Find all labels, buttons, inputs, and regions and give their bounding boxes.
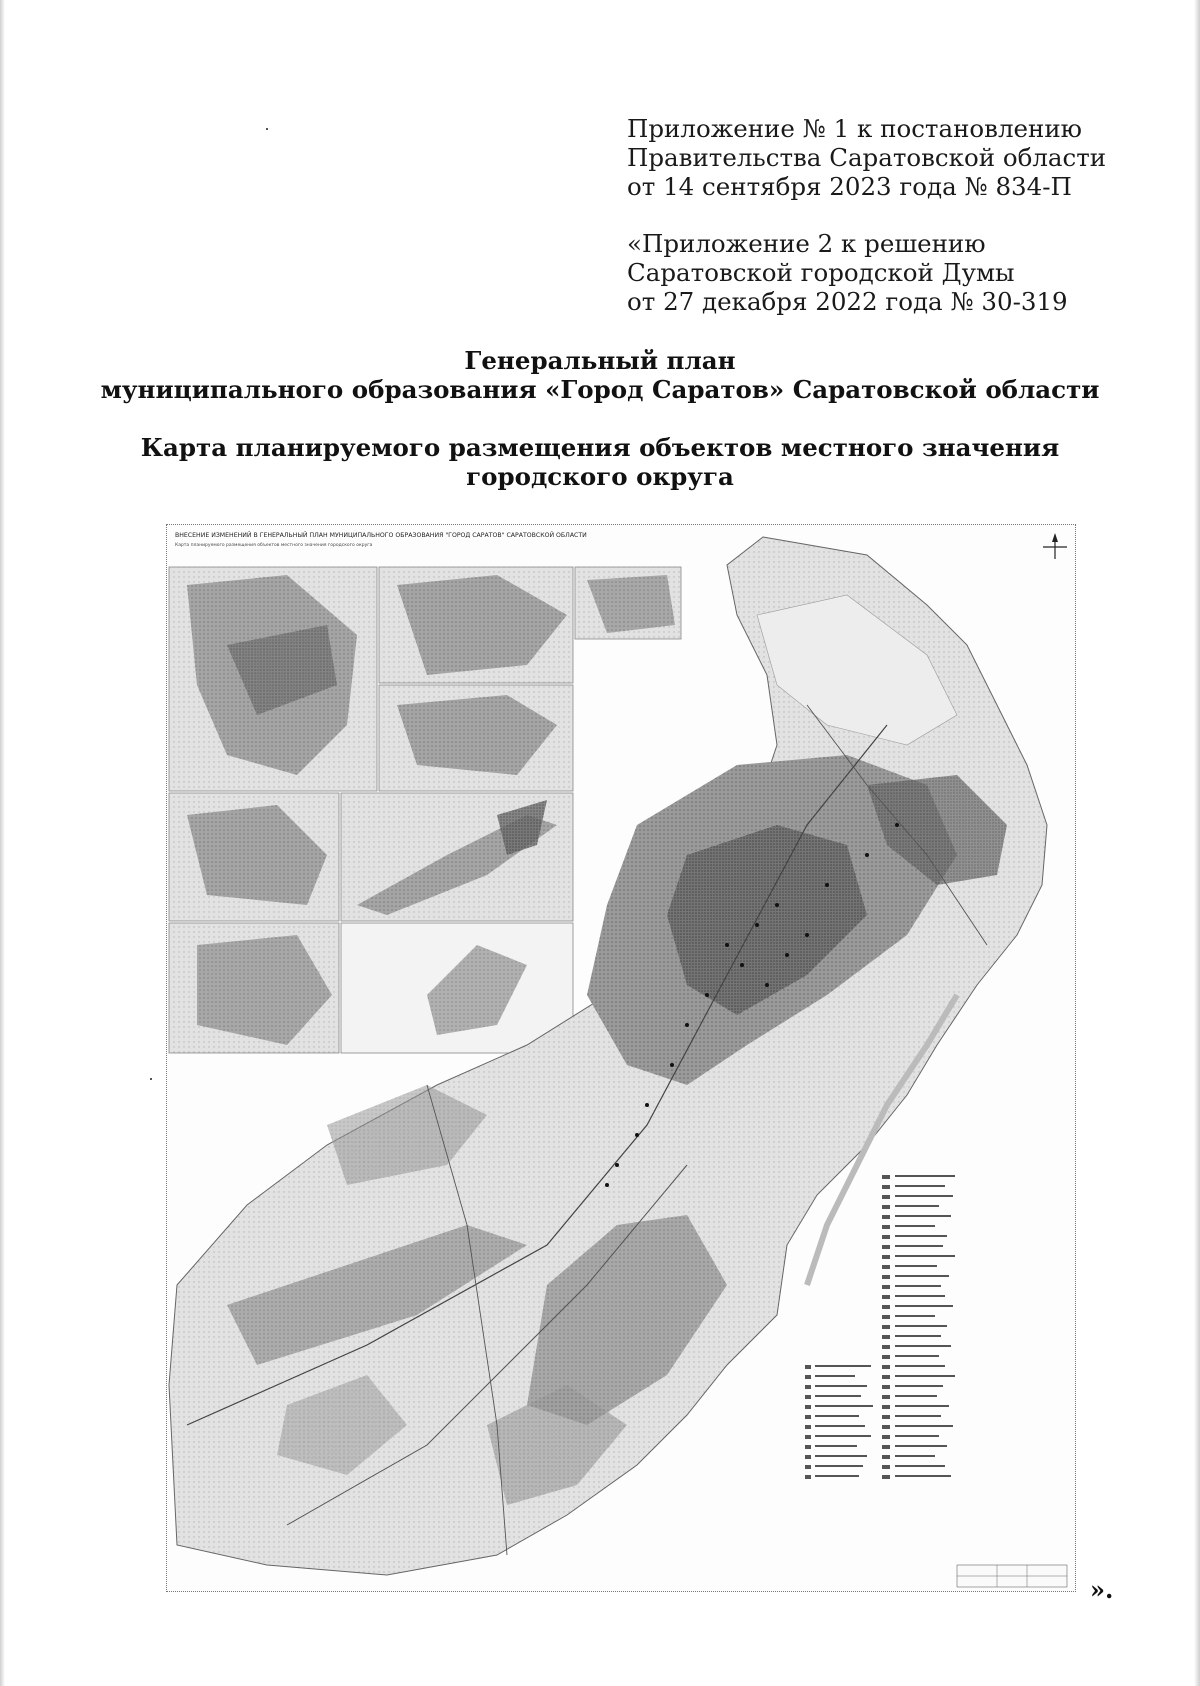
map-drawing	[167, 525, 1075, 1591]
map-header-text: ВНЕСЕНИЕ ИЗМЕНЕНИЙ В ГЕНЕРАЛЬНЫЙ ПЛАН МУНИЦИПАЛЬНОГО ОБРАЗОВАНИЯ "ГОРОД САРАТОВ" САРАТОВСКОЙ ОБЛАСТИ	[175, 532, 587, 539]
scan-speck	[266, 128, 268, 130]
subtitle-line-1: Карта планируемого размещения объектов местного значения	[140, 433, 1060, 462]
previous-appendix-line: от 27 декабря 2022 года № 30-319	[627, 287, 1068, 316]
previous-appendix-line: «Приложение 2 к решению	[627, 229, 986, 258]
document-title	[0, 346, 1200, 404]
title-line-1: Генеральный план	[464, 346, 736, 375]
appendix-line: Приложение № 1 к постановлению	[627, 114, 1083, 143]
title-stamp	[957, 1565, 1067, 1587]
appendix-block	[627, 114, 1106, 316]
north-arrow-icon	[1043, 533, 1067, 559]
closing-quote-mark: ».	[1090, 1575, 1114, 1604]
title-line-2: муниципального образования «Город Саратов» Саратовской области	[100, 375, 1100, 404]
scan-edge-left	[0, 0, 5, 1686]
appendix-line: от 14 сентября 2023 года № 834-П	[627, 172, 1072, 201]
scan-edge-right	[1194, 0, 1200, 1686]
document-subtitle	[0, 433, 1200, 491]
general-plan-map	[166, 524, 1076, 1592]
appendix-line: Правительства Саратовской области	[627, 143, 1107, 172]
scan-speck	[150, 1078, 152, 1080]
subtitle-line-2: городского округа	[466, 462, 734, 491]
previous-appendix-line: Саратовской городской Думы	[627, 258, 1015, 287]
map-subheader-text: Карта планируемого размещения объектов местного значения городского округа	[175, 543, 373, 548]
